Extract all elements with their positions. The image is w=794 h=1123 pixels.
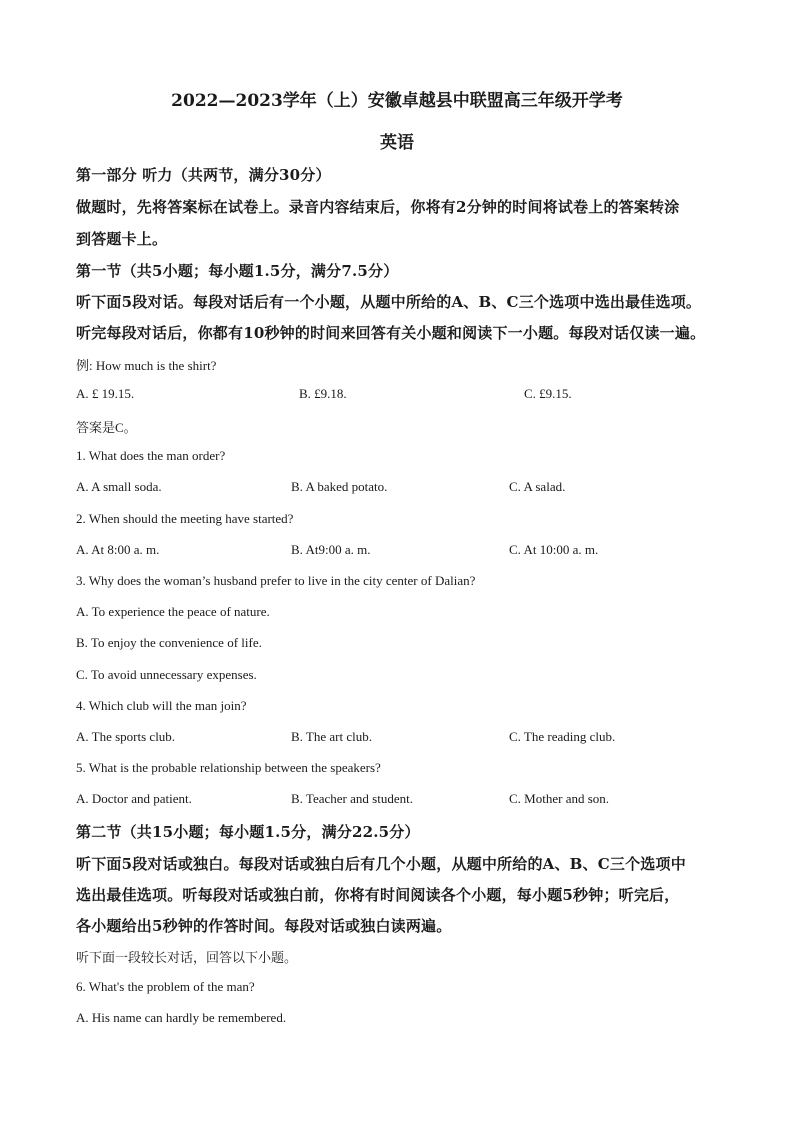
q1-option-c: C. A salad. [509,479,566,494]
q3-option-a: A. To experience the peace of nature. [76,604,270,619]
question-3: 3. Why does the woman’s husband prefer to live in the city center of Dalian? [76,573,476,588]
question-6: 6. What's the problem of the man? [76,979,255,994]
q4-option-b: B. The art club. [291,729,372,744]
section1-heading: 第一节（共5小题；每小题1.5分，满分7.5分） [76,262,399,280]
part1-instruction-line1: 做题时，先将答案标在试卷上。录音内容结束后，你将有2分钟的时间将试卷上的答案转涂 [76,198,680,216]
example-answer: 答案是C。 [76,420,137,435]
exam-title: 2022—2023学年（上）安徽卓越县中联盟高三年级开学考 [171,91,623,111]
q2-option-a: A. At 8:00 a. m. [76,542,160,557]
q1-option-b: B. A baked potato. [291,479,388,494]
question-2: 2. When should the meeting have started? [76,511,294,526]
q1-option-a: A. A small soda. [76,479,162,494]
q5-option-c: C. Mother and son. [509,791,610,806]
part1-heading: 第一部分 听力（共两节，满分30分） [76,166,331,184]
question-5: 5. What is the probable relationship between the speakers? [76,760,381,775]
section1-instruction-line2: 听完每段对话后，你都有10秒钟的时间来回答有关小题和阅读下一小题。每段对话仅读一遍。 [76,324,706,342]
q5-option-a: A. Doctor and patient. [76,791,192,806]
q5-option-b: B. Teacher and student. [291,791,413,806]
subject-title: 英语 [380,133,414,153]
q2-option-b: B. At9:00 a. m. [291,542,371,557]
question-1: 1. What does the man order? [76,448,226,463]
q4-option-a: A. The sports club. [76,729,176,744]
example-option-b: B. £9.18. [299,386,347,401]
section2-heading: 第二节（共15小题；每小题1.5分，满分22.5分） [76,823,420,841]
section2-instruction-line2: 选出最佳选项。听每段对话或独白前，你将有时间阅读各个小题，每小题5秒钟；听完后， [76,886,680,904]
example-option-c: C. £9.15. [524,386,572,401]
section1-instruction-line1: 听下面5段对话。每段对话后有一个小题，从题中所给的A、B、C三个选项中选出最佳选项。 [76,293,702,311]
example-option-a: A. £ 19.15. [76,386,135,401]
q3-option-c: C. To avoid unnecessary expenses. [76,667,257,682]
q4-option-c: C. The reading club. [509,729,616,744]
section2-instruction-line3: 各小题给出5秒钟的作答时间。每段对话或独白读两遍。 [76,917,452,935]
example-question: 例: How much is the shirt? [76,358,217,373]
section2-intro: 听下面一段较长对话，回答以下小题。 [76,950,298,965]
question-4: 4. Which club will the man join? [76,698,247,713]
q6-option-a: A. His name can hardly be remembered. [76,1010,287,1025]
part1-instruction-line2: 到答题卡上。 [76,230,168,248]
q3-option-b: B. To enjoy the convenience of life. [76,635,262,650]
section2-instruction-line1: 听下面5段对话或独白。每段对话或独白后有几个小题，从题中所给的A、B、C三个选项中 [76,855,686,873]
q2-option-c: C. At 10:00 a. m. [509,542,599,557]
